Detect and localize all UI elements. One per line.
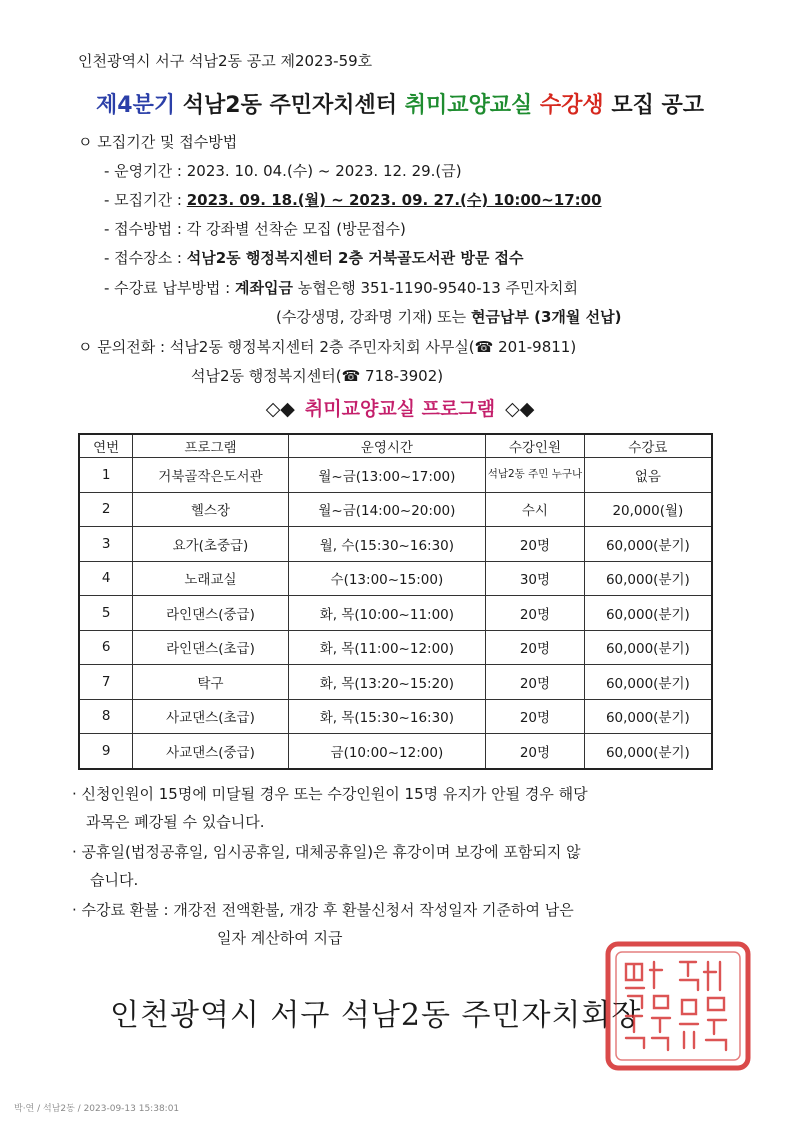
note-refund [72,896,574,952]
diamond-icon-right: ◇◆ [505,398,535,420]
note-closure-line2: 과목은 폐강될 수 있습니다. [86,813,265,831]
table-row [79,596,712,631]
operation-period [104,160,462,181]
note-holiday-line2: 습니다. [90,871,139,889]
cell-program: 요가(초중급) [133,527,288,562]
cell-fee: 60,000(분기) [584,596,712,631]
cell-capacity: 수시 [486,492,585,527]
cell-no: 4 [79,561,133,596]
cell-fee: 60,000(분기) [584,630,712,665]
cell-fee: 60,000(분기) [584,734,712,769]
method-label: - 접수방법 : [104,220,182,238]
fee-payment [104,277,578,298]
contact-line1 [78,336,576,357]
cell-fee: 60,000(분기) [584,561,712,596]
cell-fee: 60,000(분기) [584,527,712,562]
recruit-value: 2023. 09. 18.(월) ~ 2023. 09. 27.(수) 10:00~17:00 [186,191,602,209]
cell-no: 7 [79,665,133,700]
title-center: 석남2동 주민자치센터 [182,93,398,118]
table-header-row [79,434,712,458]
note-refund-line1: · 수강료 환불 : 개강전 전액환불, 개강 후 환불신청서 작성일자 기준하여 남은 [72,901,574,919]
table-row [79,458,712,493]
fee-line2-a: (수강생명, 강좌명 기재) 또는 [276,308,467,326]
cell-no: 3 [79,527,133,562]
cell-program: 탁구 [133,665,288,700]
cell-time: 화, 목(10:00~11:00) [288,596,486,631]
print-metadata: 박·연 / 석남2동 / 2023-09-13 15:38:01 [14,1104,180,1114]
cell-program: 라인댄스(중급) [133,596,288,631]
cell-capacity: 20명 [486,699,585,734]
operation-value: 2023. 10. 04.(수) ~ 2023. 12. 29.(금) [186,162,462,180]
table-row [79,527,712,562]
cell-capacity: 20명 [486,665,585,700]
contact-label: ㅇ 문의전화 : [78,338,166,356]
recruit-label: - 모집기간 : [104,191,182,209]
cell-time: 수(13:00~15:00) [288,561,486,596]
cell-program: 사교댄스(중급) [133,734,288,769]
note-holiday-line1: · 공휴일(법정공휴일, 임시공휴일, 대체공휴일)은 휴강이며 보강에 포함되지 않 [72,843,581,861]
cell-capacity: 20명 [486,527,585,562]
header-fee: 수강료 [584,434,712,458]
official-seal-icon [604,940,752,1072]
recruit-period [104,189,602,210]
cell-capacity: 석남2동 주민 누구나 [486,458,585,493]
table-row [79,630,712,665]
cell-program: 거북골작은도서관 [133,458,288,493]
cell-capacity: 20명 [486,734,585,769]
contact-line2: 석남2동 행정복지센터(☎ 718-3902) [191,367,444,385]
table-row [79,699,712,734]
cell-capacity: 30명 [486,561,585,596]
cell-program: 노래교실 [133,561,288,596]
method-value: 각 강좌별 선착순 모집 (방문접수) [186,220,406,238]
cell-capacity: 20명 [486,630,585,665]
fee-account: 농협은행 351-1190-9540-13 주민자치회 [297,279,578,297]
cell-no: 9 [79,734,133,769]
title-students: 수강생 [539,93,604,118]
header-no: 연번 [79,434,133,458]
cell-no: 6 [79,630,133,665]
table-row [79,492,712,527]
cell-time: 화, 목(15:30~16:30) [288,699,486,734]
cell-time: 월~금(13:00~17:00) [288,458,486,493]
cell-no: 2 [79,492,133,527]
cell-no: 8 [79,699,133,734]
table-row [79,665,712,700]
fee-bold: 계좌입금 [234,279,293,297]
page-title [0,88,800,119]
note-closure [72,780,588,836]
operation-label: - 운영기간 : [104,162,182,180]
title-quarter: 제4분기 [96,93,176,118]
cell-fee: 60,000(분기) [584,699,712,734]
notice-number: 인천광역시 서구 석남2동 공고 제2023-59호 [78,52,373,70]
program-table [78,433,713,770]
application-method [104,218,406,239]
issuing-organization: 인천광역시 서구 석남2동 주민자치회장 [110,998,642,1033]
header-time: 운영시간 [288,434,486,458]
note-refund-line2: 일자 계산하여 지급 [217,929,343,947]
note-closure-line1: · 신청인원이 15명에 미달될 경우 또는 수강인원이 15명 유지가 안될 경우 해당 [72,785,588,803]
cell-program: 사교댄스(초급) [133,699,288,734]
recruit-section-title: ㅇ 모집기간 및 접수방법 [78,133,238,151]
cell-time: 월~금(14:00~20:00) [288,492,486,527]
diamond-icon-left: ◇◆ [265,398,295,420]
cell-fee: 없음 [584,458,712,493]
cell-fee: 20,000(월) [584,492,712,527]
cell-no: 1 [79,458,133,493]
program-title [0,394,800,421]
header-program: 프로그램 [133,434,288,458]
note-holiday [72,838,581,894]
contact-value1: 석남2동 행정복지센터 2층 주민자치회 사무실(☎ 201-9811) [169,338,577,356]
place-value: 석남2동 행정복지센터 2층 거북골도서관 방문 접수 [186,249,524,267]
fee-payment-line2 [276,306,621,327]
title-notice: 모집 공고 [611,93,704,118]
application-place [104,247,524,268]
fee-label: - 수강료 납부방법 : [104,279,231,297]
cell-time: 화, 목(13:20~15:20) [288,665,486,700]
cell-capacity: 20명 [486,596,585,631]
header-capacity: 수강인원 [486,434,585,458]
cell-time: 금(10:00~12:00) [288,734,486,769]
program-title-text: 취미교양교실 프로그램 [304,398,496,420]
fee-line2-b: 현금납부 (3개월 선납) [470,308,622,326]
table-row [79,561,712,596]
cell-time: 월, 수(15:30~16:30) [288,527,486,562]
place-label: - 접수장소 : [104,249,182,267]
cell-fee: 60,000(분기) [584,665,712,700]
cell-time: 화, 목(11:00~12:00) [288,630,486,665]
cell-program: 헬스장 [133,492,288,527]
cell-program: 라인댄스(초급) [133,630,288,665]
cell-no: 5 [79,596,133,631]
table-row [79,734,712,769]
title-class: 취미교양교실 [404,93,533,118]
